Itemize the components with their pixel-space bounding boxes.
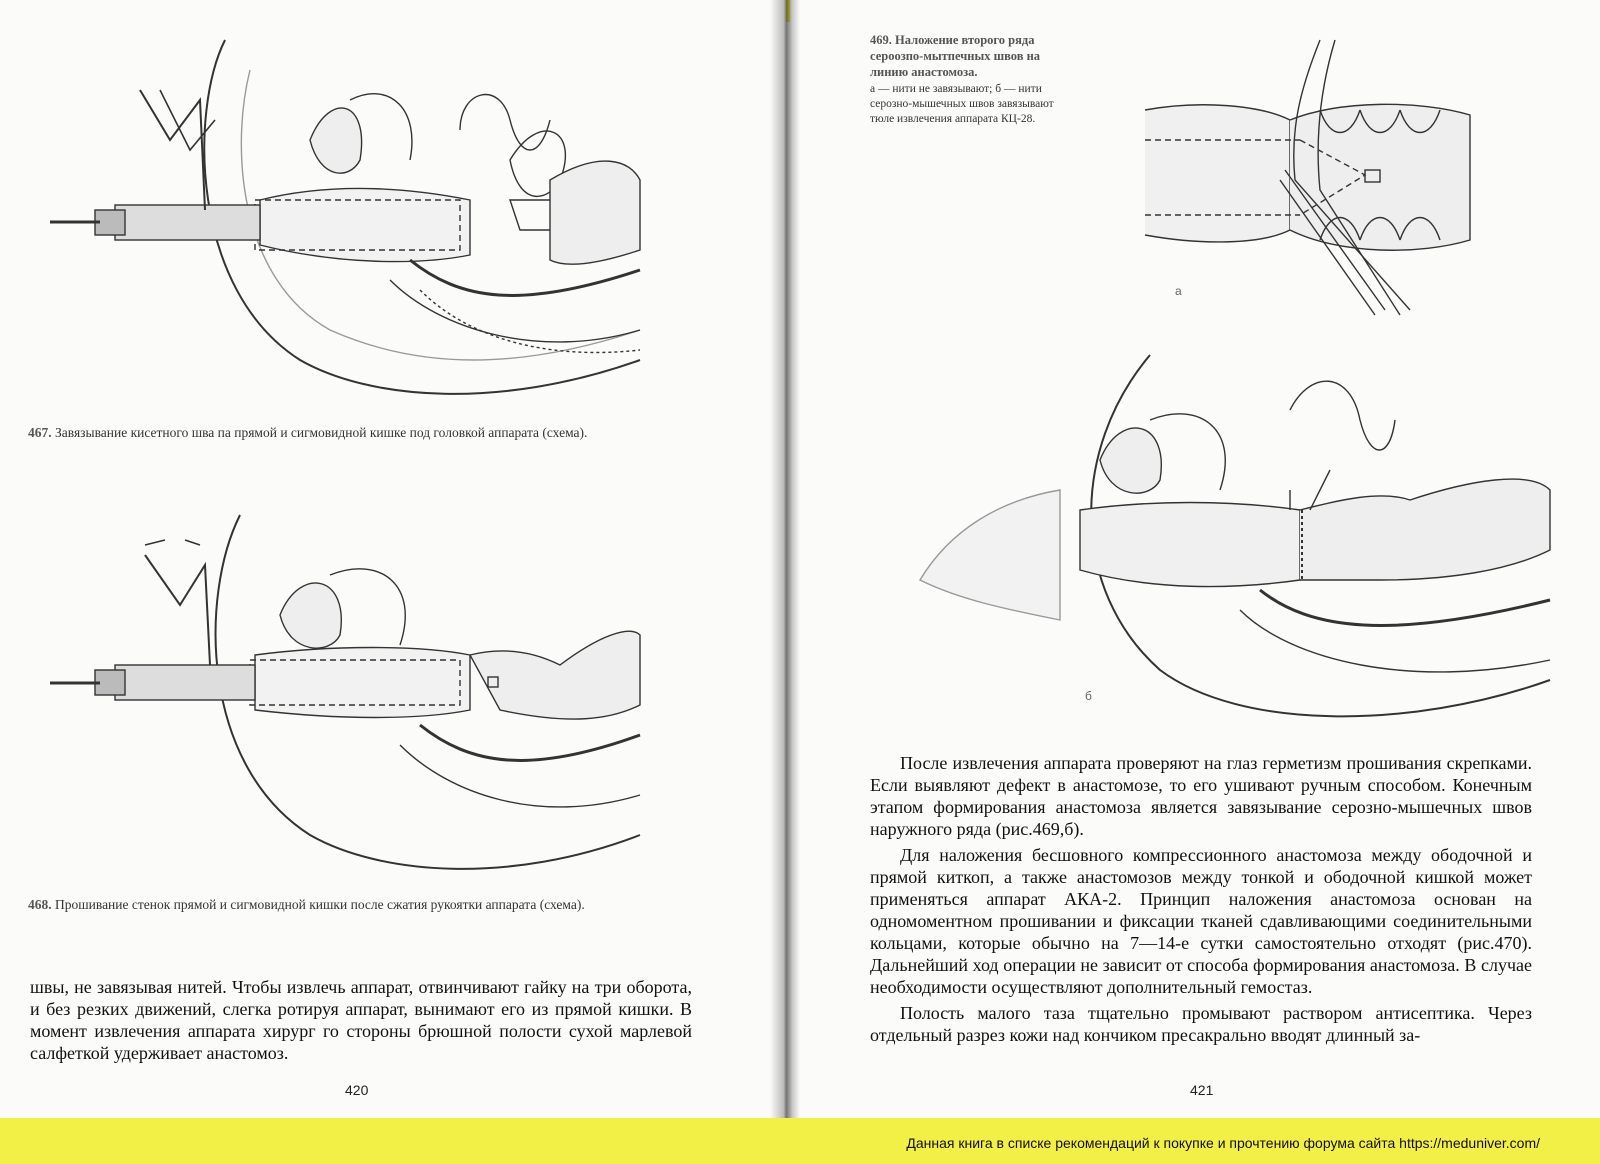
figure-469a-illustration — [1120, 30, 1560, 320]
figure-468-number: 468. — [28, 897, 52, 912]
figure-469b-illustration — [910, 350, 1560, 730]
figure-467-number: 467. — [28, 425, 52, 440]
right-page-body-text — [870, 752, 1532, 1046]
figure-469-caption-detail: а — нити не завязывают; б — нити серозно-мышечных швов завязывают тюле извлечения аппарата КЦ-28. — [870, 83, 1054, 125]
figure-469-caption — [870, 32, 1080, 127]
figure-469-label-a: а — [1175, 284, 1182, 298]
figure-468-caption-text: Прошивание стенок прямой и сигмовидной кишки после сжатия рукоятки аппарата (схема). — [55, 897, 585, 912]
figure-467-caption — [28, 424, 693, 441]
figure-469-label-b: б — [1085, 689, 1092, 703]
left-page-body-text — [30, 976, 692, 1064]
figure-468-caption — [28, 896, 693, 913]
page-number-left: 420 — [345, 1082, 369, 1098]
figure-468-illustration — [40, 505, 660, 885]
footer-recommendation: Данная книга в списке рекомендаций к покупке и прочтению форума сайта https://meduniver.com/ — [906, 1135, 1540, 1151]
right-body-paragraph-1: После извлечения аппарата проверяют на глаз герметизм прошивания скрепками. Если выявляют дефект в анастомозе, то его ушивают ручным способом. Конечным этапом формирования анастомоза является завязывание серозно-мышечных швов наружного ряда (рис.469,б). — [870, 753, 1532, 839]
left-body-paragraph: швы, не завязывая нитей. Чтобы извлечь аппарат, отвинчивают гайку на три оборота, и без резких движений, слегка ротируя аппарат, вынимают его из прямой кишки. В момент извлечения аппарата хирург го стороны брюшной полости сухой марлевой салфеткой удерживает анастомоз. — [30, 977, 692, 1063]
book-gutter-shadow — [770, 0, 800, 1164]
right-body-paragraph-3: Полость малого таза тщательно промывают раствором антисептика. Через отдельный разрез кожи над кончиком пресакрально вводят длинный за- — [870, 1003, 1532, 1045]
figure-467-illustration — [40, 30, 660, 410]
page-number-right: 421 — [1190, 1082, 1214, 1098]
figure-469-caption-title: 469. Наложение второго ряда сероозпо-мытпечных швов на линию анастомоза. — [870, 33, 1041, 79]
figure-467-caption-text: Завязывание кисетного шва па прямой и сигмовидной кишке под головкой аппарата (схема). — [55, 425, 588, 440]
right-body-paragraph-2: Для наложения бесшовного компрессионного анастомоза между ободочной и прямой киткоп, а также анастомозов между тонкой и ободочной кишкой может применяться аппарат АКА-2. Принцип наложения анастомоза основан на одномоментном прошивании и фиксации тканей сдавливающими соединительными кольцами, которые обычно на 7—14-е сутки самостоятельно отходят (рис.470). Дальнейший ход операции не зависит от способа формирования анастомоза. В случае необходимости осуществляют дополнительный гемостаз. — [870, 845, 1532, 997]
